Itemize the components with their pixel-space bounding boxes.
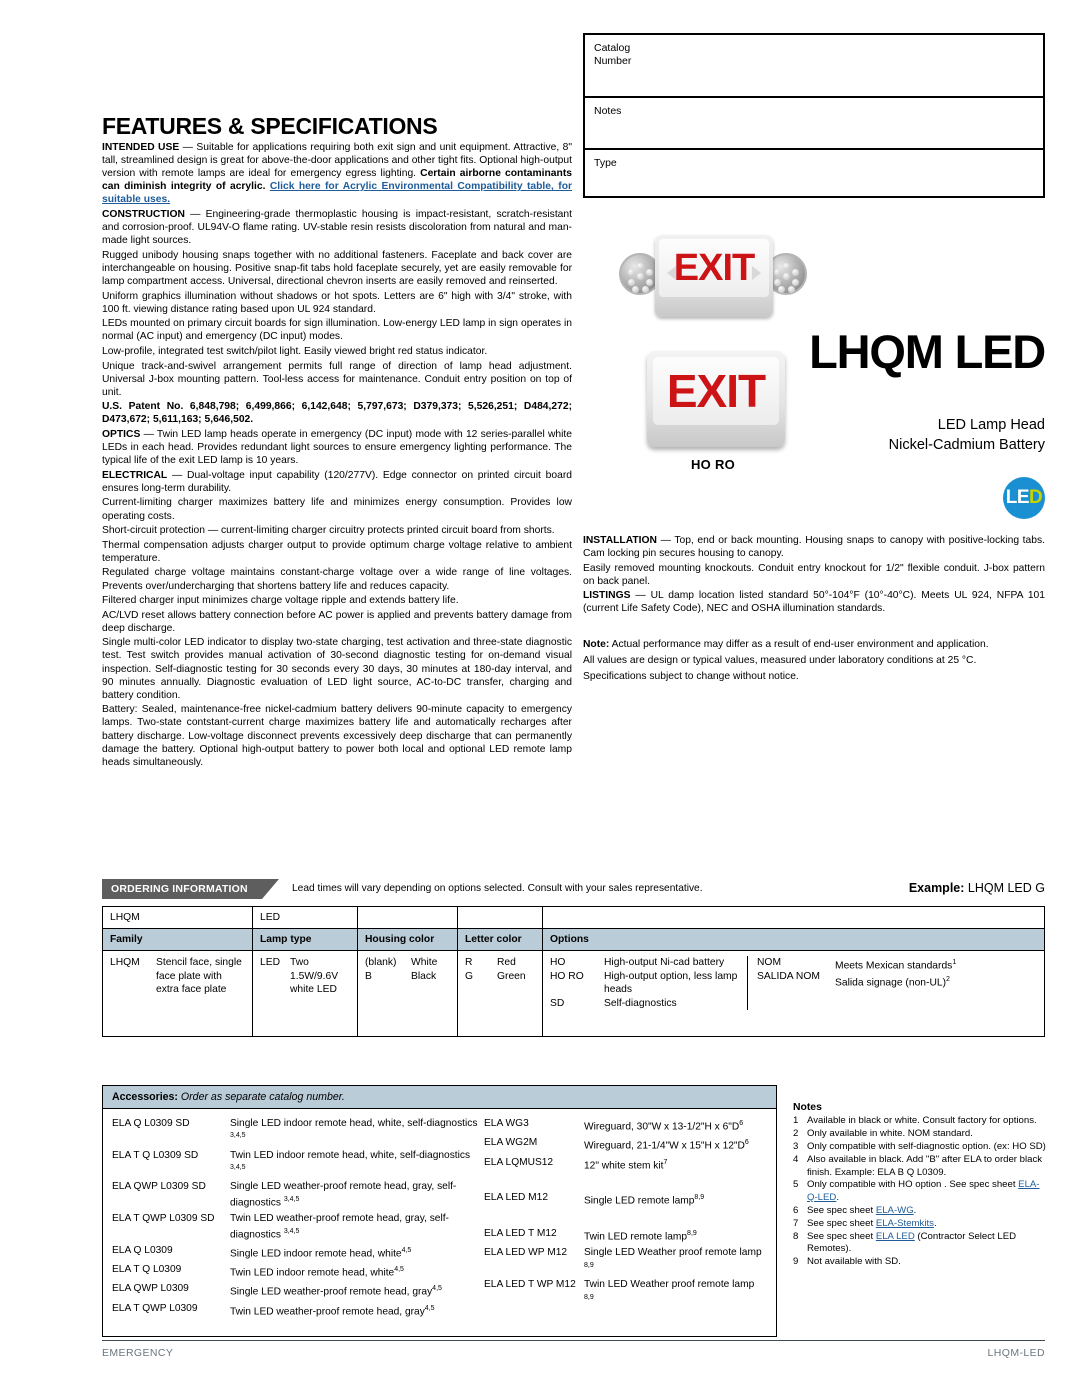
letter-desc-1: Green [497,970,526,982]
accessory-desc [584,1247,766,1275]
installation-paragraph [583,534,1045,560]
accessory-desc [230,1213,484,1241]
option-right-desc-0: Meets Mexican standards [835,960,953,972]
accessories-title: Accessories: [112,1091,178,1103]
footnotes-block [793,1102,1048,1269]
accessory-row [112,1303,484,1319]
options-right-descs [835,956,1037,1010]
patent-paragraph: U.S. Patent No. 6,848,798; 6,499,866; 6,142,648; 5,797,673; D379,373; 5,526,251; D484,272; D473,672; 5,611,163; 5,646,502. [102,401,572,426]
footnote-text-pre: See spec sheet [807,1230,876,1242]
ordering-header-row [103,929,1045,951]
footnote-text: Available in black or white. Consult factory for options. [807,1115,1037,1127]
footnote-text-pre: See spec sheet [807,1204,876,1216]
option-right-row [835,956,1037,973]
option-right-sup-0: 1 [952,959,957,966]
cell-lamp-type [253,951,358,1037]
letter-code-0: R [465,957,473,968]
accessory-code: ELA Q L0309 [112,1244,173,1256]
footnote-text: Not available with SD. [807,1255,901,1267]
header-lamp-type: Lamp type [253,929,358,951]
cell-family [103,951,253,1037]
spec-sheet-link-ela-stemkits[interactable]: ELA-Stemkits [875,1217,934,1229]
construction-text: — Engineering-grade thermoplastic housing is impact-resistant, scratch-resistant and corrosion-proof. UL94V-O flame rating. UV-stable resin resists discoloration from natural and man-made light sources. [102,208,572,247]
product-subtitle [889,415,1045,455]
ordering-information-banner [102,879,1045,899]
footnote-text [807,1179,1048,1204]
accessory-row [112,1118,484,1146]
housing-desc-1: Black [411,970,437,982]
accessory-footnote: 3,4,5 [283,1195,300,1203]
accessory-row [112,1181,484,1209]
accessory-footnote: 4,5 [401,1246,412,1254]
product-subtitle-line2: Nickel-Cadmium Battery [888,437,1045,453]
filtered-charger-paragraph: Filtered charger input minimizes charge voltage ripple and extends battery life. [102,595,459,607]
footnote-text [807,1218,1048,1230]
accessories-header [103,1086,776,1109]
accessory-desc-text: 12" white stem kit [584,1159,664,1171]
installation-text: — Top, end or back mounting. Housing snaps to canopy with positive-locking tabs. Cam locking pin secures housing to canopy. [583,535,1045,560]
accessory-code: ELA LQMUS12 [484,1156,554,1168]
accessory-desc-text: Twin LED weather-proof remote head, gray [230,1306,425,1318]
disclaimer-line2: All values are design or typical values, measured under laboratory conditions at 25 °C. [583,654,977,666]
spec-sheet-link-ela-q-led[interactable]: ELA-Q-LED [807,1179,1040,1203]
option-right-row [835,973,1037,990]
option-desc-1: High-output option, less lamp heads [604,970,738,996]
footnote-text-pre: See spec sheet [807,1217,876,1229]
battery-paragraph: Battery: Sealed, maintenance-free nickel-cadmium battery delivers 90-minute capacity to emergency lamps. Two-state contstant-current charge maximizes battery life and automatically recharges after battery discharge. Low-voltage disconnect prevents excessively deep discharge that can permanently damage the battery. Optional high-output battery to power both local and optional LED remote lamp heads simultaneously. [102,704,572,768]
housing-code-0: (blank) [365,957,397,968]
accessory-footnote: 4,5 [432,1285,442,1293]
knockouts-paragraph: Easily removed mounting knockouts. Conduit entry knockout for 1/2" flexible conduit. J-box pattern on back panel. [583,562,1045,587]
accessory-footnote: 8,9 [584,1293,594,1301]
unibody-paragraph: Rugged unibody housing snaps together with no additional fasteners. Faceplate and back cover are interchangeable on housing. Positive snap-fit tabs hold faceplate securely, yet are easily removable for lamp compartment access. Universal, directional chevron inserts are easily removed and reinserted. [102,249,572,287]
installation-listings-body [583,534,1045,686]
exit-legend-combo: EXIT [673,247,755,289]
accessory-desc-text: Twin LED Weather proof remote lamp [584,1279,755,1291]
accessory-code: ELA LED M12 [484,1192,548,1204]
note-line1-text: Actual performance may differ as a result of end-user environment and application. [609,638,989,650]
option-code-2: SD [550,997,565,1009]
accessories-right-column [484,1118,766,1322]
catalog-info-box [583,33,1045,198]
lamp-desc [290,956,350,997]
combo-exit-unit-image [619,235,809,327]
intended-use-label: INTENDED USE [102,142,180,153]
product-image-caption: HO RO [690,457,736,472]
accessory-desc-text: Twin LED remote lamp [584,1231,688,1243]
accessory-code: ELA LED WP M12 [484,1247,568,1259]
accessory-row [484,1192,766,1208]
footnote-number: 3 [793,1141,799,1153]
footnote-item [793,1218,1048,1230]
construction-paragraph [102,208,572,247]
option-row [550,956,747,970]
accessory-code: ELA LED T WP M12 [484,1279,576,1291]
accessories-subtitle: Order as separate catalog number. [177,1091,345,1103]
accessory-desc-text: Single LED weather-proof remote head, gray, self-diagnostics [230,1181,457,1209]
accessory-code: ELA Q L0309 SD [112,1118,190,1129]
footnote-number: 2 [793,1128,799,1140]
accessory-footnote: 4,5 [424,1304,435,1312]
disclaimer-line1 [583,638,1045,651]
option-right-sup-1: 2 [946,976,950,984]
option-row [550,970,747,997]
lamp-desc-line2: 1.5W/9.6V [290,970,339,982]
options-right-codes [757,956,835,1010]
charger-paragraph: Current-limiting charger maximizes battery life and minimizes energy consumption. Provides low operating costs. [102,497,572,522]
lamp-desc-line3: white LED [290,984,337,996]
family-code: LHQM [110,957,140,968]
acrylic-warning: Certain airborne contaminants can diminish integrity of acrylic. [102,168,572,193]
catalog-number-label-line2: Number [594,54,632,67]
accessory-desc-text: Twin LED indoor remote head, white [230,1267,395,1279]
code-letter [458,907,543,929]
accessory-code: ELA WG3 [484,1118,529,1129]
footnote-number: 1 [793,1115,799,1127]
accessory-row [112,1213,484,1241]
track-swivel-paragraph: Unique track-and-swivel arrangement permits full range of direction of lamp head adjustment. Universal J-box mounting pattern. Tool-less access for maintenance. Conduit entry position on top of unit. [102,360,572,398]
accessory-spacer [484,1176,766,1189]
footnote-text-post: (Contractor Select LED Remotes). [807,1230,1017,1254]
footnote-text-pre: Only compatible with HO option . See spec sheet [807,1179,1019,1191]
accessory-desc [584,1137,766,1153]
ordering-lead-time-text: Lead times will vary depending on options selected. Consult with your sales representative. [292,883,703,894]
footnote-number: 6 [793,1204,799,1216]
single-exit-unit-image [647,351,785,447]
notes-field[interactable] [585,98,1043,150]
accessory-code: ELA LED T M12 [484,1228,557,1240]
disclaimer-line3: Specifications subject to change without notice. [583,670,799,682]
example-value: LHQM LED G [964,881,1045,895]
led-badge-le: LE [1005,487,1030,508]
footnote-item [793,1256,1048,1268]
footnote-number: 8 [793,1230,799,1242]
led-badge-d: D [1029,487,1043,508]
installation-label: INSTALLATION [583,535,657,546]
accessory-row [112,1264,484,1280]
electrical-text: — Dual-voltage input capability (120/277V). Edge connector on printed circuit board ensures long-term durability. [102,469,572,494]
accessory-footnote: 8,9 [694,1194,705,1202]
led-badge-icon [1003,477,1045,519]
footnote-number: 9 [793,1255,799,1267]
header-letter-color: Letter color [458,929,543,951]
accessory-desc [230,1283,484,1299]
accessory-row [112,1283,484,1299]
accessory-code: ELA T Q L0309 [112,1264,182,1276]
footnote-item [793,1231,1048,1256]
accessory-footnote: 3,4,5 [283,1227,300,1235]
accessory-desc-text: Twin LED indoor remote head, white, self-diagnostics [230,1149,471,1161]
accessory-desc [584,1192,766,1208]
footnote-text-post: . [933,1217,937,1229]
letter-option-row [465,956,535,970]
option-desc-0: High-output Ni-cad battery [604,957,725,968]
accessory-desc-text: Twin LED weather-proof remote head, gray, self-diagnostics [230,1213,449,1240]
accessory-code: ELA T Q L0309 SD [112,1149,199,1161]
option-code-0: HO [550,957,566,968]
accessory-row [484,1228,766,1244]
aclvd-paragraph: AC/LVD reset allows battery connection before AC power is applied and prevents battery damage from deep discharge. [102,609,572,634]
accessory-footnote: 8,9 [687,1230,697,1238]
header-options: Options [543,929,1045,951]
listings-paragraph [583,589,1045,615]
example-label: Example: [908,881,965,895]
chevron-right-icon [752,266,761,280]
family-desc: Stencil face, single face plate with extra face plate [156,957,242,996]
accessory-desc [584,1118,766,1134]
thermal-paragraph: Thermal compensation adjusts charger output to provide optimum charge voltage relative to ambient temperature. [102,539,572,564]
intended-use-text: — Suitable for applications requiring both exit sign and unit equipment. Attractive, 8" tall, streamlined design is great for above-the-door applications and other tight fits. Optional high-output version with remote lamps are ideal for emergency egress lighting. [102,142,572,180]
accessory-footnote: 8,9 [584,1261,594,1269]
footnote-number: 7 [793,1217,799,1229]
footnotes-title: Notes [793,1102,822,1113]
cell-options [543,951,1045,1037]
type-field[interactable] [585,150,1043,198]
footer-product-code: LHQM-LED [987,1347,1045,1359]
option-code-1: HO RO [550,970,584,982]
accessory-row [484,1157,766,1173]
intended-use-paragraph [102,141,572,206]
product-title: LHQM LED [809,325,1045,378]
accessory-footnote: 3,4,5 [230,1132,246,1140]
catalog-number-field[interactable] [585,35,1043,98]
accessory-desc [230,1150,484,1178]
single-faceplate [653,357,779,425]
footnote-text-post: . [836,1191,839,1203]
accessory-code: ELA QWP L0309 SD [112,1181,206,1193]
optics-paragraph [102,428,572,467]
short-circuit-paragraph: Short-circuit protection — current-limiting charger circuitry protects printed circuit board from shorts. [102,525,555,537]
regulated-charge-paragraph: Regulated charge voltage maintains constant-charge voltage over a wide range of line voltages. Prevents over/undercharging that shortens battery life and reduces capacity. [102,567,572,592]
features-heading: FEATURES & SPECIFICATIONS [102,113,438,139]
footer-category: EMERGENCY [102,1347,174,1359]
low-profile-paragraph: Low-profile, integrated test switch/pilot light. Easily viewed bright red status indicator. [102,345,488,357]
code-options [543,907,1045,929]
spec-sheet-link-ela-led[interactable]: ELA LED [875,1230,915,1242]
listings-text: — UL damp location listed standard 50°-104°F (10°-40°C). Meets UL 924, NFPA 101 (current Life Safety Code), NEC and OSHA illumination standards. [583,590,1045,615]
footnote-item [793,1141,1048,1153]
ordering-banner-tag: ORDERING INFORMATION [102,879,262,899]
option-desc-2: Self-diagnostics [604,997,677,1009]
accessory-code: ELA WG2M [484,1137,538,1149]
accessory-desc-text: Wireguard, 21-1/4"W x 15"H x 12"D [584,1140,745,1152]
type-label: Type [594,157,617,169]
header-housing-color: Housing color [358,929,458,951]
footnote-item [793,1154,1048,1179]
option-right-code-1: SALIDA NOM [757,970,820,982]
lamp-code: LED [260,957,281,968]
code-lamp: LED [253,907,358,929]
footnote-text-post: . [913,1204,917,1216]
accessory-code: ELA T QWP L0309 SD [112,1213,215,1225]
letter-option-row [465,970,535,984]
accessory-desc-text: Single LED Weather proof remote lamp [584,1247,762,1259]
options-right-group [747,956,1037,1010]
accessory-footnote: 6 [744,1139,749,1147]
accessory-desc [584,1228,766,1244]
notes-label: Notes [594,105,622,117]
code-family: LHQM [103,907,253,929]
accessory-code: ELA T QWP L0309 [112,1302,198,1314]
cell-letter-color [458,951,543,1037]
optics-text: — Twin LED lamp heads operate in emergency (DC input) mode with 12 series-parallel white LEDs in each head. Provides redundant light sources to ensure emergency lighting performance. The typical life of the exit LED lamp is 10 years. [102,428,572,467]
option-right-desc-1: Salida signage (non-UL) [835,977,947,989]
footnote-number: 5 [793,1179,799,1191]
note-label: Note: [583,638,610,650]
accessory-desc-text: Single LED remote lamp [584,1195,695,1207]
combo-faceplate [659,239,769,297]
option-right-code-0: NOM [757,957,782,968]
footnote-text: Only available in white. NOM standard. [807,1128,973,1140]
accessory-footnote: 3,4,5 [230,1164,246,1172]
footnote-text [807,1205,1048,1217]
electrical-paragraph [102,469,572,495]
option-row [550,997,747,1011]
options-left-group [550,956,747,1010]
accessory-footnote: 4,5 [394,1266,404,1274]
lamp-led-dots-left [628,262,652,286]
accessory-footnote: 7 [663,1158,668,1166]
accessory-row [484,1137,766,1153]
construction-label: CONSTRUCTION [102,208,185,220]
footnote-text: Also available in black. Add "B" after ELA to order black finish. Example: ELA B Q L0309. [807,1154,1043,1178]
accessory-desc [584,1157,766,1173]
ordering-information-table [102,906,1045,1037]
footnote-item [793,1179,1048,1204]
acrylic-compatibility-link[interactable]: Click here for Acrylic Environmental Compatibility table, for suitable uses. [102,181,572,206]
accessory-desc [584,1279,766,1307]
disclaimer-note-block [583,638,1045,683]
product-image-group [583,225,843,515]
cell-housing-color [358,951,458,1037]
optics-label: OPTICS [102,428,141,440]
footnote-text [807,1231,1048,1256]
accessories-box [102,1085,777,1337]
accessory-desc [230,1264,484,1280]
accessory-row [484,1118,766,1134]
accessory-desc-text: Single LED indoor remote head, white [230,1248,402,1260]
footnote-item [793,1205,1048,1217]
accessory-footnote: 6 [739,1120,744,1127]
letter-desc-0: Red [497,957,516,968]
housing-option-row [365,970,450,984]
header-family: Family [103,929,253,951]
letter-code-1: G [465,970,474,982]
accessory-row [484,1247,766,1275]
electrical-label: ELECTRICAL [102,469,168,481]
ordering-body-row [103,951,1045,1037]
chevron-left-icon [667,266,676,280]
ordering-example [909,881,1045,895]
features-specifications-body [102,141,572,770]
footnote-text: Only compatible with self-diagnostic option. (ex: HO SD) [807,1141,1046,1153]
exit-legend-single: EXIT [666,365,766,417]
accessory-desc [230,1181,484,1209]
spec-sheet-link-ela-wg[interactable]: ELA-WG [875,1204,914,1216]
housing-code-1: B [365,970,372,982]
footnote-item [793,1115,1048,1127]
accessory-desc [230,1118,484,1146]
housing-option-row [365,956,450,970]
ordering-banner-tail [262,879,279,899]
accessory-desc [230,1245,484,1261]
code-housing [358,907,458,929]
accessory-row [484,1279,766,1307]
uniform-graphics-paragraph: Uniform graphics illumination without shadows or hot spots. Letters are 6" high with 3/4" stroke, with 100 ft. viewing distance rating based upon UL 924 standard. [102,290,572,315]
footnote-item [793,1128,1048,1140]
lamp-led-dots-right [774,262,798,286]
accessories-left-column [112,1118,484,1322]
accessory-desc-text: Single LED weather-proof remote head, gray [230,1286,433,1298]
combo-housing [655,235,773,317]
accessory-desc [230,1303,484,1319]
diagnostics-paragraph: Single multi-color LED indicator to display two-state charging, test activation and three-state diagnostic test. Test switch provides manual activation of 30-second diagnostic testing for on-demand visual inspection. Self-diagnostic testing for 30 seconds every 30 days, 30 minutes at 180-day interval, and 90 minutes annually. Diagnostic evaluation of LED light source, AC-to-DC transfer, charging and battery condition. [102,637,572,701]
accessory-row [112,1245,484,1261]
accessory-code: ELA QWP L0309 [112,1283,189,1295]
footnote-number: 4 [793,1154,799,1166]
accessory-desc-text: Wireguard, 30"W x 13-1/2"H x 6"D [584,1121,740,1133]
ordering-code-row [103,907,1045,929]
listings-label: LISTINGS [583,590,631,602]
housing-desc-0: White [411,957,438,968]
accessory-spacer [484,1212,766,1225]
catalog-number-label-line1: Catalog [594,42,631,54]
product-subtitle-line1: LED Lamp Head [937,417,1045,433]
footer-divider [102,1340,1045,1341]
leds-paragraph: LEDs mounted on primary circuit boards for sign illumination. Low-energy LED lamp in sign operates in normal (AC input) and emergency (DC input) modes. [102,318,572,343]
accessory-row [112,1150,484,1178]
lamp-desc-line1: Two [290,957,309,968]
accessory-desc-text: Single LED indoor remote head, white, self-diagnostics [230,1118,478,1129]
